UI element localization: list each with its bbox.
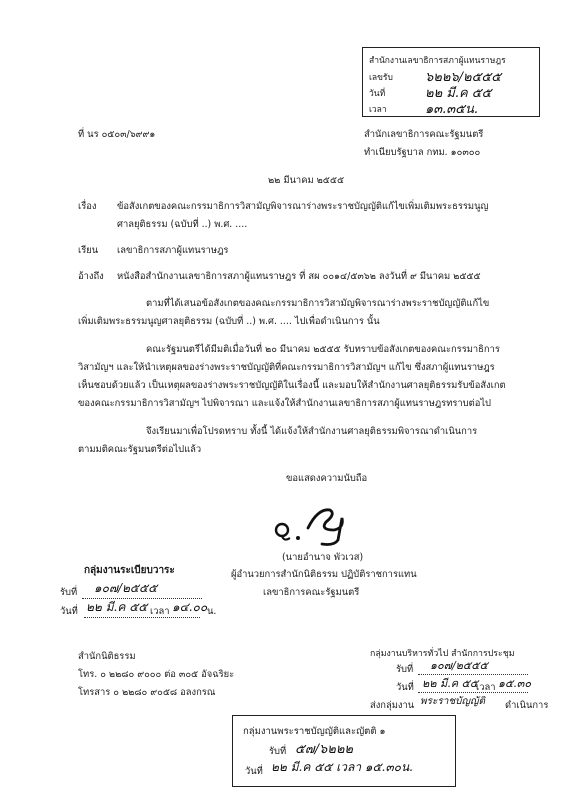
body-p2-line1: คณะรัฐมนตรีได้มีมติเมื่อวันที่ ๒๐ มีนาคม ๒๕๕๕ รับทราบข้อสังเกตของคณะกรรมาธิการ bbox=[146, 344, 500, 355]
to-value: เลขาธิการสภาผู้แทนราษฎร bbox=[117, 245, 229, 256]
stamp-right-send-value: พระราชบัญญัติ bbox=[420, 696, 485, 707]
stamp-right-date-label: วันที่ bbox=[396, 682, 414, 693]
body-p2-line4: ของคณะกรรมาธิการวิสามัญฯ ไปพิจารณา และแจ้งให้สำนักงานเลขาธิการสภาผู้แทนราษฎรทราบต่อไป bbox=[78, 398, 492, 409]
sender-line2: ทำเนียบรัฐบาล กทม. ๑๐๓๐๐ bbox=[364, 147, 481, 158]
body-p1-line1: ตามที่ได้เสนอข้อสังเกตของคณะกรรมาธิการวิสามัญพิจารณาร่างพระราชบัญญัติแก้ไข bbox=[146, 298, 490, 309]
reference-label: อ้างถึง bbox=[78, 271, 104, 282]
stamp-time-value: ๑๓.๓๕น. bbox=[425, 102, 479, 117]
stamp-left-time-label: เวลา bbox=[150, 606, 170, 617]
stamp-bottom-rec-label: รับที่ bbox=[269, 746, 287, 757]
contact-phone: โทร. ๐ ๒๒๘๐ ๙๐๐๐ ต่อ ๓๐๕ อัจฉริยะ bbox=[78, 669, 235, 680]
subject-line1: ข้อสังเกตของคณะกรรมาธิการวิสามัญพิจารณาร่างพระราชบัญญัติแก้ไขเพิ่มเติมพระธรรมนูญ bbox=[117, 201, 489, 212]
stamp-left-time-value: ๑๔.๐๐ bbox=[172, 600, 208, 614]
stamp-left-title: กลุ่มงานระเบียบวาระ bbox=[84, 565, 175, 576]
stamp-office: สำนักงานเลขาธิการสภาผู้แทนราษฎร bbox=[369, 56, 506, 66]
to-label: เรียน bbox=[78, 245, 99, 256]
body-p2-line3: เห็นชอบด้วยแล้ว เป็นเหตุผลของร่างพระราชบัญญัติในเรื่องนี้ และมอบให้สำนักงานศาลยุติธรรมรับข้อสังเกต bbox=[78, 380, 506, 391]
stamp-bottom-rec-value: ๕๗/๖๒๒๒ bbox=[295, 742, 353, 757]
doc-number: ที่ นร ๐๕๐๓/๖๙๙๑ bbox=[78, 129, 156, 140]
sender-line1: สำนักเลขาธิการคณะรัฐมนตรี bbox=[364, 129, 484, 140]
stamp-rec-label: เลขรับ bbox=[369, 73, 393, 83]
stamp-bottom-date-value: ๒๒ มี.ค ๕๕ เวลา ๑๕.๓๐น. bbox=[271, 760, 413, 774]
signature-mark bbox=[272, 500, 362, 546]
body-p1-line2: เพิ่มเติมพระธรรมนูญศาลยุติธรรม (ฉบับที่ ..) พ.ศ. .... ไปเพื่อดำเนินการ นั้น bbox=[78, 316, 380, 327]
signer-title2: เลขาธิการคณะรัฐมนตรี bbox=[263, 587, 360, 598]
stamp-rec-value: ๖๒๒๖/๒๕๕๕ bbox=[425, 70, 502, 85]
stamp-time-label: เวลา bbox=[369, 105, 387, 115]
signer-title1: ผู้อำนวยการสำนักนิติธรรม ปฏิบัติราชการแทน bbox=[231, 569, 417, 580]
contact-fax: โทรสาร ๐ ๒๒๘๐ ๙๐๕๘ อลงกรณ bbox=[78, 687, 216, 698]
stamp-left-date-label: วันที่ bbox=[60, 606, 78, 617]
stamp-right-rec-label: รับที่ bbox=[396, 664, 414, 675]
stamp-bottom-title: กลุ่มงานพระราชบัญญัติและญัตติ ๑ bbox=[243, 726, 386, 737]
stamp-right-time-label: เวลา bbox=[476, 682, 496, 693]
stamp-left-rec-value: ๑๐๗/๒๕๕๕ bbox=[94, 581, 158, 595]
stamp-left-rec-label: รับที่ bbox=[60, 587, 78, 598]
body-p3-line2: ตามมติคณะรัฐมนตรีต่อไปแล้ว bbox=[78, 444, 202, 455]
body-p2-line2: วิสามัญฯ และให้นำเหตุผลของร่างพระราชบัญญัติที่คณะกรรมาธิการวิสามัญฯ แก้ไข ซึ่งสภาผู้แทนราษฎร bbox=[78, 362, 495, 373]
reference-value: หนังสือสำนักงานเลขาธิการสภาผู้แทนราษฎร ที่ สผ ๐๐๑๔/๕๓๖๒ ลงวันที่ ๙ มีนาคม ๒๕๕๕ bbox=[117, 271, 481, 282]
stamp-bottom-date-label: วันที่ bbox=[245, 766, 263, 777]
subject-line2: ศาลยุติธรรม (ฉบับที่ ..) พ.ศ. .... bbox=[117, 219, 248, 230]
stamp-left-date-value: ๒๒ มี.ค ๕๕ bbox=[86, 600, 148, 614]
subject-label: เรื่อง bbox=[78, 201, 97, 212]
body-p3-line1: จึงเรียนมาเพื่อโปรดทราบ ทั้งนี้ ได้แจ้งให้สำนักงานศาลยุติธรรมพิจารณาดำเนินการ bbox=[146, 426, 478, 437]
stamp-date-value: ๒๒ มี.ค ๕๕ bbox=[425, 86, 492, 101]
stamp-bottom-bills bbox=[232, 715, 456, 787]
signer-name: (นายอำนาจ พัวเวส) bbox=[282, 552, 364, 563]
doc-date: ๒๒ มีนาคม ๒๕๕๕ bbox=[268, 175, 345, 186]
stamp-right-rec-value: ๑๐๗/๒๕๕๕ bbox=[430, 659, 488, 672]
stamp-right-date-value: ๒๒ มี.ค ๕๕ bbox=[422, 677, 479, 690]
closing: ขอแสดงความนับถือ bbox=[286, 473, 368, 484]
stamp-right-send-suffix: ดำเนินการ bbox=[505, 700, 549, 711]
contact-office: สำนักนิติธรรม bbox=[78, 651, 136, 662]
stamp-date-label: วันที่ bbox=[369, 89, 386, 99]
stamp-right-send-label: ส่งกลุ่มงาน bbox=[370, 700, 415, 711]
stamp-right-time-value: ๑๕.๓๐ bbox=[498, 677, 532, 690]
stamp-left-suffix: น. bbox=[207, 606, 217, 617]
stamp-top-received bbox=[362, 47, 540, 117]
stamp-right-title: กลุ่มงานบริหารทั่วไป สำนักการประชุม bbox=[370, 649, 515, 659]
